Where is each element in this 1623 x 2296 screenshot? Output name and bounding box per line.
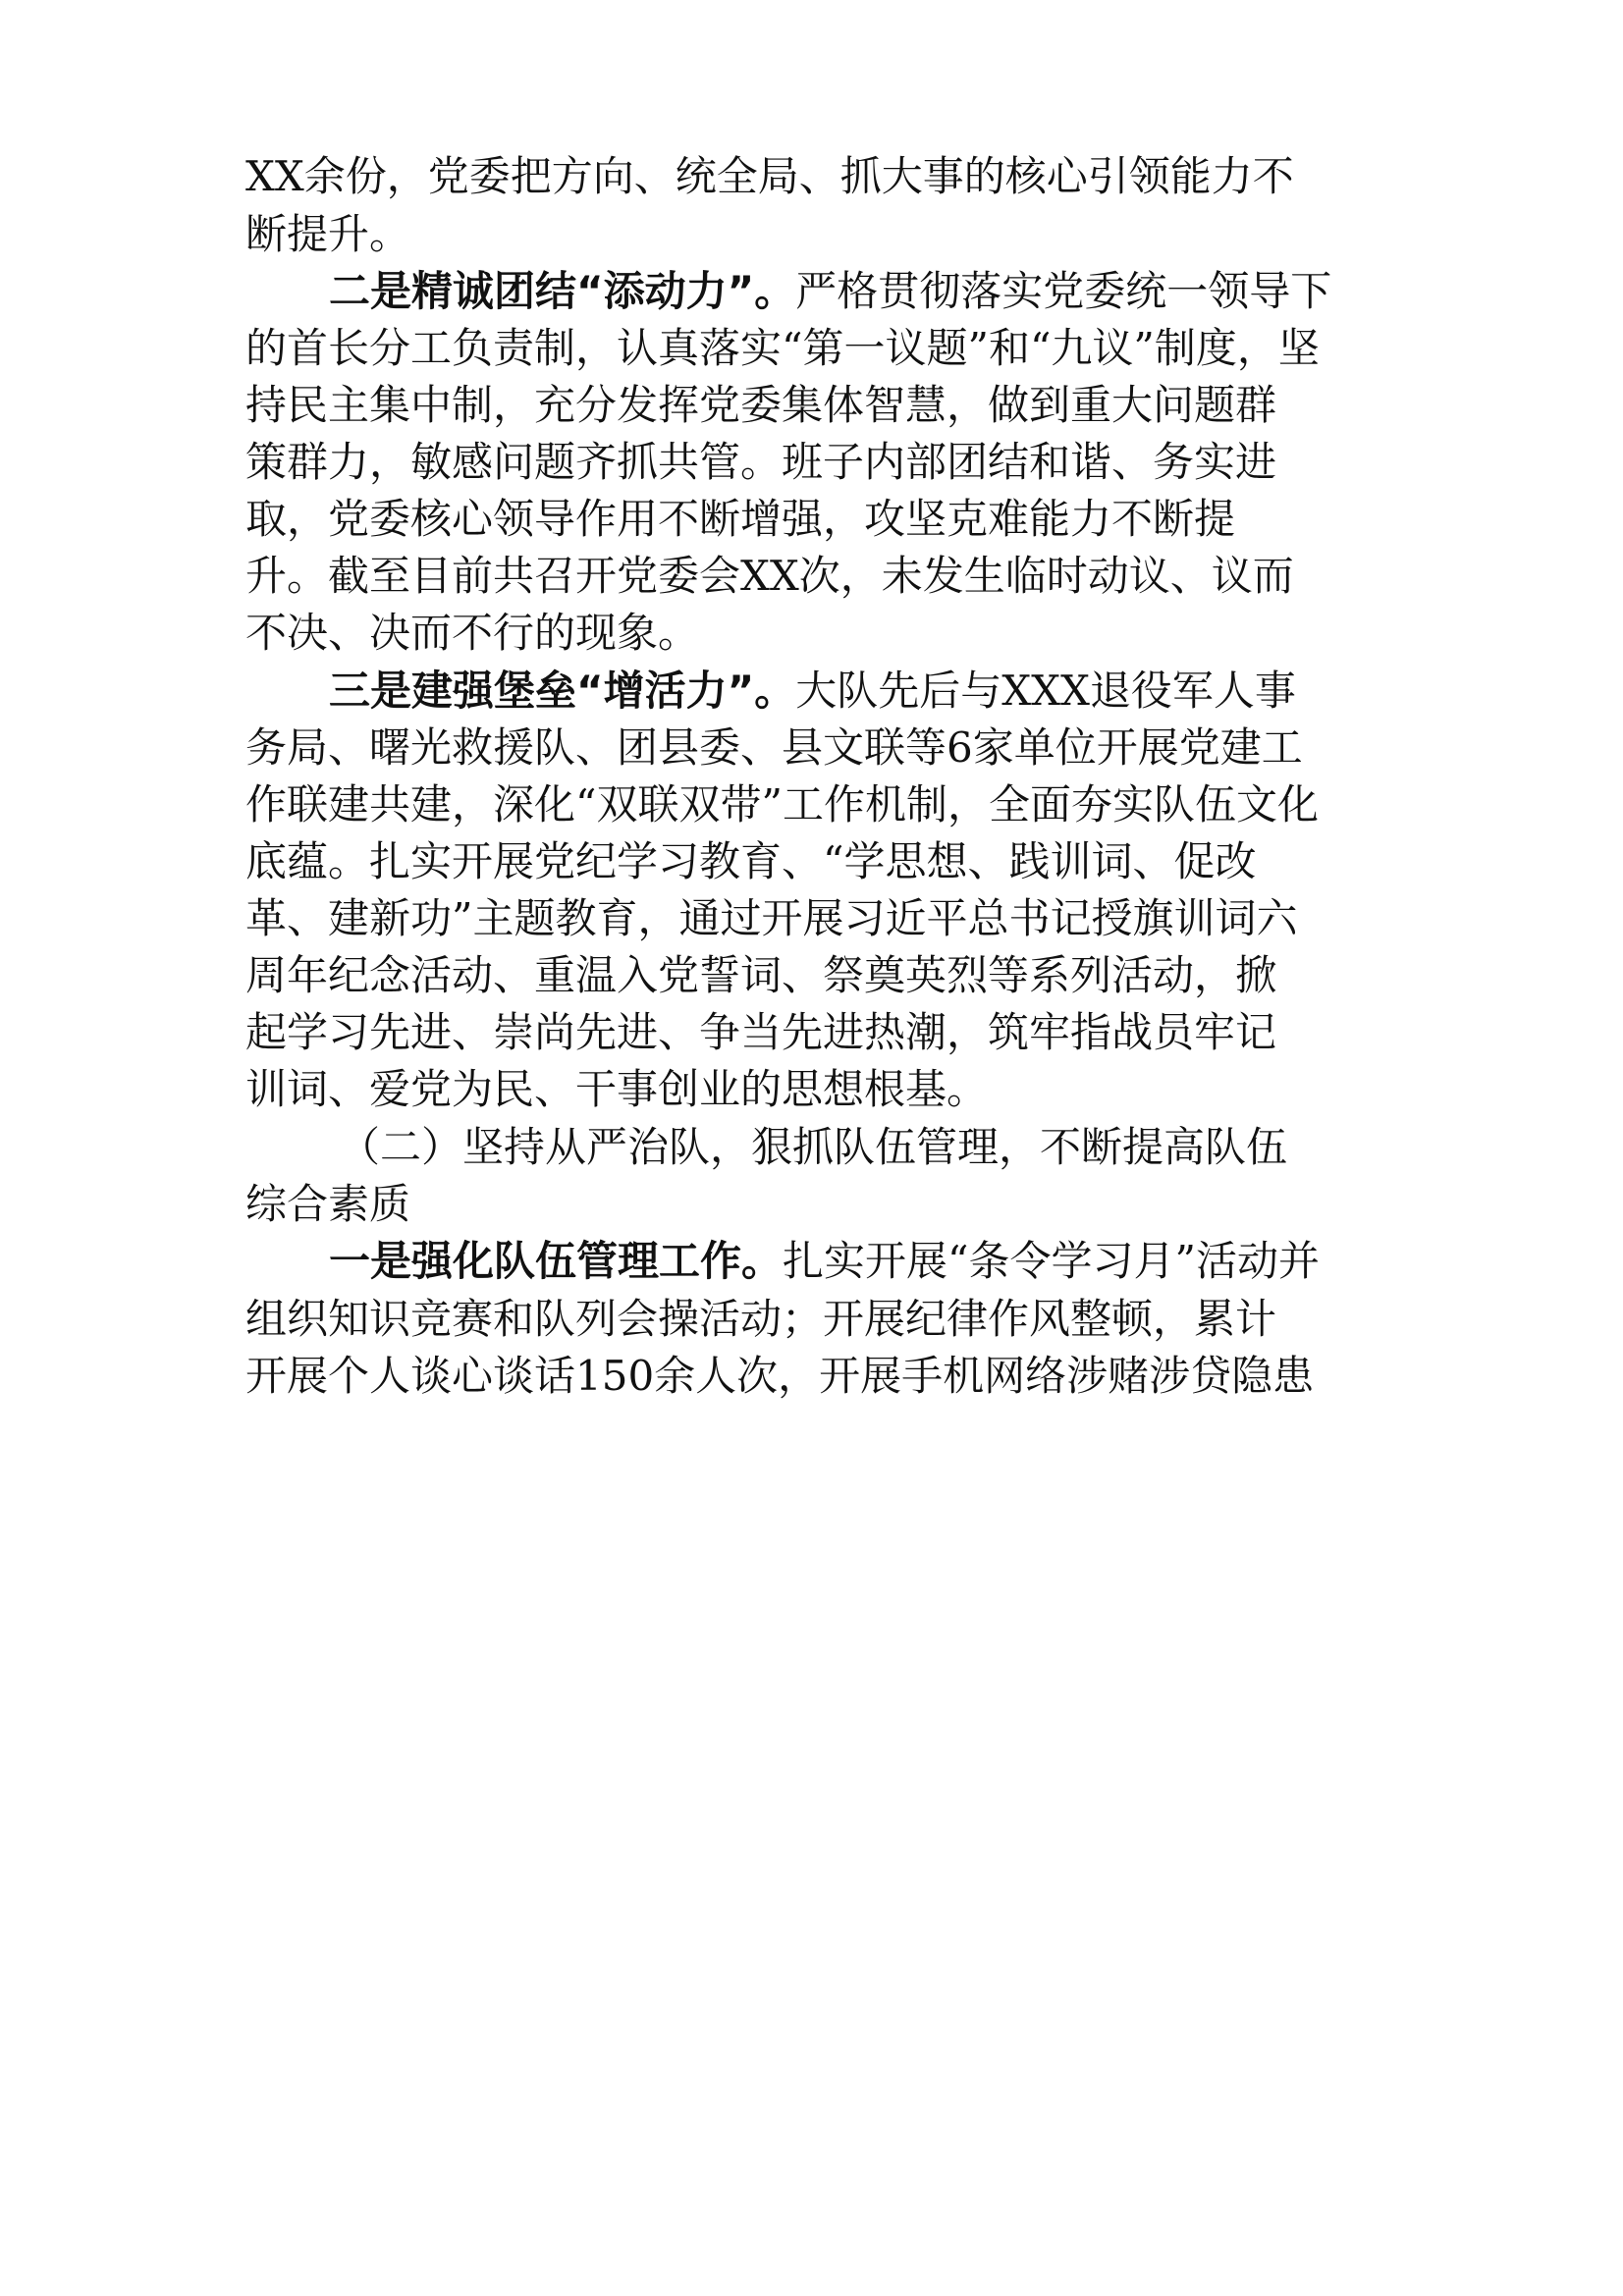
body-line	[245, 1060, 988, 1119]
body-text: 严格贯彻落实党委统一领导下	[795, 267, 1332, 315]
body-line	[245, 319, 1320, 378]
body-text: 策群力，敏感问题齐抓共管。班子内部团结和谐、务实进	[245, 438, 1277, 486]
paragraph-lead-bold: 一是强化队伍管理工作。	[329, 1237, 784, 1285]
body-text: 断提升。	[245, 210, 411, 258]
body-line	[245, 832, 1256, 891]
body-line	[245, 547, 1294, 606]
section-heading: 综合素质	[245, 1180, 411, 1228]
body-line	[245, 775, 1319, 834]
body-line	[245, 490, 1235, 549]
body-text: XX余份，党委把方向、统全局、抓大事的核心引领能力不	[245, 152, 1294, 200]
body-line	[245, 946, 1276, 1005]
body-text: 起学习先进、崇尚先进、争当先进热潮，筑牢指战员牢记	[245, 1008, 1277, 1056]
body-line	[245, 205, 410, 264]
body-text: 升。截至目前共召开党委会XX次，未发生临时动议、议而	[245, 552, 1294, 600]
body-line	[245, 1347, 1314, 1406]
section-heading-line	[339, 1118, 1287, 1177]
body-text: 的首长分工负责制，认真落实“第一议题”和“九议”制度，坚	[245, 324, 1320, 372]
body-text: 底蕴。扎实开展党纪学习教育、“学思想、践训词、促改	[245, 837, 1257, 885]
body-text: 务局、曙光救援队、团县委、县文联等6家单位开展党建工	[245, 723, 1303, 772]
paragraph-heading-line	[329, 1232, 1320, 1291]
section-heading-line	[245, 1175, 410, 1234]
body-text: 扎实开展“条令学习月”活动并	[783, 1237, 1320, 1285]
paragraph-heading-line	[329, 662, 1296, 721]
body-text: 作联建共建，深化“双联双带”工作机制，全面夯实队伍文化	[245, 780, 1319, 828]
body-text: 取，党委核心领导作用不断增强，攻坚克难能力不断提	[245, 495, 1236, 543]
body-text: 组织知识竞赛和队列会操活动；开展纪律作风整顿，累计	[245, 1295, 1277, 1343]
body-text: 周年纪念活动、重温入党誓词、祭奠英烈等系列活动，掀	[245, 951, 1277, 999]
body-line	[245, 1003, 1276, 1062]
body-line	[245, 147, 1294, 206]
paragraph-lead-bold: 二是精诚团结“添动力”。	[329, 267, 796, 315]
body-text: 开展个人谈心谈话150余人次，开展手机网络涉赌涉贷隐患	[245, 1352, 1315, 1400]
body-text: 革、建新功”主题教育，通过开展习近平总书记授旗训词六	[245, 894, 1298, 942]
paragraph-lead-bold: 三是建强堡垒“增活力”。	[329, 667, 796, 715]
body-text: 训词、爱党为民、干事创业的思想根基。	[245, 1065, 989, 1113]
body-text: 不决、决而不行的现象。	[245, 609, 700, 657]
body-line	[245, 604, 699, 663]
section-heading: （二）坚持从严治队，狠抓队伍管理，不断提高队伍	[339, 1123, 1288, 1171]
body-text: 大队先后与XXX退役军人事	[795, 667, 1296, 715]
body-line	[245, 433, 1276, 492]
body-line	[245, 1290, 1276, 1349]
body-line	[245, 719, 1303, 777]
body-line	[245, 376, 1276, 435]
paragraph-heading-line	[329, 262, 1331, 321]
body-text: 持民主集中制，充分发挥党委集体智慧，做到重大问题群	[245, 381, 1277, 429]
body-line	[245, 889, 1297, 948]
